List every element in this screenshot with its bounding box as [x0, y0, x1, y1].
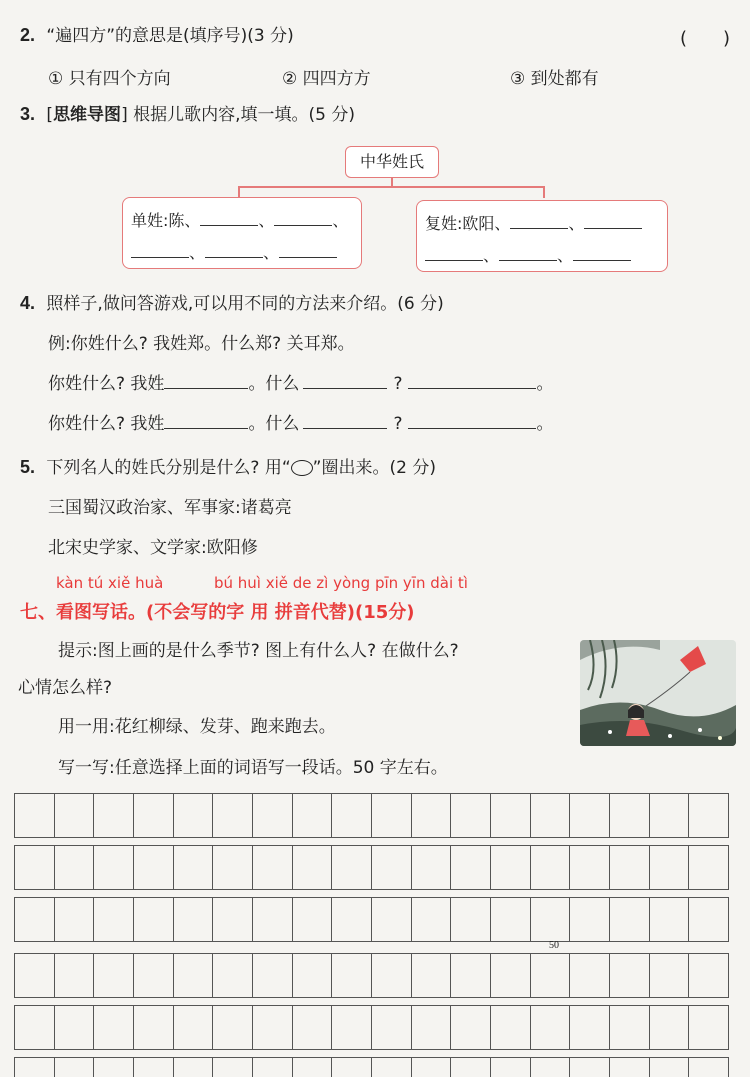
grid-cell[interactable]: [252, 1006, 292, 1049]
grid-cell[interactable]: [649, 954, 689, 997]
q4-prompt: 照样子,做问答游戏,可以用不同的方法来介绍。(6 分): [46, 294, 444, 314]
grid-cell[interactable]: [292, 846, 332, 889]
sep: 、: [568, 214, 585, 233]
grid-cell[interactable]: [252, 794, 292, 837]
mindmap-connector-right: [543, 186, 545, 198]
sep: 、: [258, 211, 275, 230]
grid-cell[interactable]: [649, 846, 689, 889]
grid-cell[interactable]: [569, 954, 609, 997]
grid-cell[interactable]: [14, 1006, 54, 1049]
grid-row-3[interactable]: [14, 897, 729, 942]
grid-cell[interactable]: [371, 1006, 411, 1049]
grid-cell[interactable]: [133, 954, 173, 997]
double-blank-4[interactable]: [499, 244, 557, 261]
mindmap-root: 中华姓氏: [345, 146, 439, 178]
grid-cell[interactable]: [133, 1006, 173, 1049]
writing-grid: [14, 793, 729, 1076]
grid-cell[interactable]: [331, 954, 371, 997]
grid-cell[interactable]: [609, 846, 649, 889]
spring-kite-illustration: [580, 640, 736, 746]
grid-cell[interactable]: [490, 846, 530, 889]
grid-cell[interactable]: [649, 794, 689, 837]
single-blank-5[interactable]: [279, 241, 337, 258]
grid-cell[interactable]: [411, 954, 451, 997]
section7-title: 七、看图写话。(不会写的字 用 拼音代替)(15分): [20, 602, 415, 623]
grid-cell[interactable]: [133, 794, 173, 837]
q3-line: [20, 103, 355, 126]
grid-cell[interactable]: [450, 846, 490, 889]
grid-cell[interactable]: [371, 1058, 411, 1077]
q3-tag: [思维导图]: [46, 105, 128, 125]
grid-cell[interactable]: [292, 794, 332, 837]
grid-count-marker: 50: [549, 940, 559, 951]
grid-cell[interactable]: [331, 1058, 371, 1077]
grid-cell[interactable]: [450, 1058, 490, 1077]
grid-cell[interactable]: [93, 1058, 133, 1077]
section7-hint-2: 心情怎么样?: [18, 678, 113, 698]
q4-example: 例:你姓什么? 我姓郑。什么郑? 关耳郑。: [48, 334, 355, 354]
sep: 、: [483, 246, 500, 265]
grid-cell[interactable]: [411, 846, 451, 889]
q2-number: 2.: [20, 25, 36, 45]
q4-row2-c: ?: [393, 414, 403, 434]
grid-cell[interactable]: [688, 1058, 729, 1077]
q5-line: [20, 456, 436, 479]
grid-cell[interactable]: [609, 954, 649, 997]
grid-cell[interactable]: [212, 1006, 252, 1049]
single-blank-4[interactable]: [205, 241, 263, 258]
grid-cell[interactable]: [331, 1006, 371, 1049]
grid-cell[interactable]: [212, 898, 252, 941]
grid-cell[interactable]: [133, 846, 173, 889]
grid-cell[interactable]: [530, 1058, 570, 1077]
grid-cell[interactable]: [292, 954, 332, 997]
illustration-art: [580, 640, 736, 746]
grid-cell[interactable]: [54, 954, 94, 997]
q4-row1-blank-1[interactable]: [164, 372, 248, 389]
grid-cell[interactable]: [609, 1058, 649, 1077]
q4-line: [20, 292, 444, 315]
section7-pinyin-b: bú huì xiě de zì yòng pīn yīn dài tì: [214, 574, 468, 592]
mindmap-single-surname: [122, 197, 362, 269]
grid-cell[interactable]: [54, 794, 94, 837]
q4-row1-b: 。什么: [248, 374, 300, 394]
section7-hint-1: 提示:图上画的是什么季节? 图上有什么人? 在做什么?: [58, 641, 459, 661]
grid-cell[interactable]: [133, 1058, 173, 1077]
grid-cell[interactable]: [490, 794, 530, 837]
grid-cell[interactable]: [14, 794, 54, 837]
grid-cell[interactable]: [212, 954, 252, 997]
q5-item-1[interactable]: 三国蜀汉政治家、军事家:诸葛亮: [48, 498, 292, 518]
q4-row1-a: 你姓什么? 我姓: [48, 374, 165, 394]
double-blank-1[interactable]: [510, 212, 568, 229]
grid-cell[interactable]: [490, 898, 530, 941]
q5-prompt-b: ”圈出来。(2 分): [312, 458, 436, 478]
grid-cell[interactable]: [292, 1006, 332, 1049]
grid-cell[interactable]: [371, 954, 411, 997]
grid-row-5[interactable]: [14, 1005, 729, 1050]
grid-cell[interactable]: [212, 794, 252, 837]
q3-tag-text: 思维导图: [53, 105, 122, 125]
grid-cell[interactable]: [530, 954, 570, 997]
grid-cell[interactable]: [530, 794, 570, 837]
grid-cell[interactable]: [252, 1058, 292, 1077]
grid-cell[interactable]: [252, 846, 292, 889]
grid-cell[interactable]: [173, 794, 213, 837]
grid-cell[interactable]: [530, 846, 570, 889]
q2-answer-paren[interactable]: ( ): [680, 28, 731, 49]
grid-cell[interactable]: [331, 898, 371, 941]
grid-cell[interactable]: [292, 1058, 332, 1077]
grid-cell[interactable]: [14, 846, 54, 889]
mindmap-double-surname: [416, 200, 668, 272]
grid-cell[interactable]: [371, 846, 411, 889]
mindmap-connector-h: [238, 186, 544, 188]
q4-row1-end: 。: [536, 374, 554, 394]
single-surname-label: 单姓:陈、: [131, 211, 201, 230]
grid-cell[interactable]: [609, 898, 649, 941]
grid-cell[interactable]: [490, 1058, 530, 1077]
grid-cell[interactable]: [450, 954, 490, 997]
grid-cell[interactable]: [609, 1006, 649, 1049]
grid-cell[interactable]: [688, 794, 729, 837]
q2-option-1: ① 只有四个方向: [48, 69, 171, 89]
grid-cell[interactable]: [54, 1006, 94, 1049]
q3-number: 3.: [20, 104, 36, 124]
section7-write-instruction: 写一写:任意选择上面的词语写一段话。50 字左右。: [58, 758, 448, 778]
grid-cell[interactable]: [569, 1058, 609, 1077]
grid-cell[interactable]: [411, 1006, 451, 1049]
q5-number: 5.: [20, 457, 36, 477]
q2-option-3: ③ 到处都有: [510, 69, 599, 89]
q4-row2-blank-3[interactable]: [408, 412, 536, 429]
grid-cell[interactable]: [252, 954, 292, 997]
grid-cell[interactable]: [530, 1006, 570, 1049]
grid-cell[interactable]: [93, 846, 133, 889]
grid-cell[interactable]: [173, 846, 213, 889]
q5-item-2[interactable]: 北宋史学家、文学家:欧阳修: [48, 538, 258, 558]
double-blank-5[interactable]: [573, 244, 631, 261]
grid-cell[interactable]: [14, 898, 54, 941]
grid-cell[interactable]: [688, 898, 729, 941]
sep: 、: [189, 243, 206, 262]
grid-cell[interactable]: [292, 898, 332, 941]
grid-row-2[interactable]: [14, 845, 729, 890]
grid-cell[interactable]: [569, 1006, 609, 1049]
q4-row2-blank-2[interactable]: [303, 412, 387, 429]
grid-cell[interactable]: [93, 898, 133, 941]
q4-row2-end: 。: [536, 414, 554, 434]
grid-row-1[interactable]: [14, 793, 729, 838]
grid-row-4[interactable]: [14, 953, 729, 998]
grid-cell[interactable]: [173, 1058, 213, 1077]
grid-cell[interactable]: [649, 898, 689, 941]
single-blank-3[interactable]: [131, 241, 189, 258]
q4-row1-c: ?: [393, 374, 403, 394]
q4-answer-row-2: [48, 412, 553, 435]
grid-cell[interactable]: [331, 794, 371, 837]
q4-row1-blank-2[interactable]: [303, 372, 387, 389]
grid-cell[interactable]: [212, 846, 252, 889]
grid-cell[interactable]: [649, 1006, 689, 1049]
q4-row2-b: 。什么: [248, 414, 300, 434]
grid-cell[interactable]: [93, 1006, 133, 1049]
grid-cell[interactable]: [411, 1058, 451, 1077]
grid-cell[interactable]: [530, 898, 570, 941]
double-blank-3[interactable]: [425, 244, 483, 261]
section7-pinyin-a: kàn tú xiě huà: [56, 574, 164, 592]
q4-row2-blank-1[interactable]: [164, 412, 248, 429]
grid-cell[interactable]: [609, 794, 649, 837]
grid-cell[interactable]: [450, 1006, 490, 1049]
grid-cell[interactable]: [252, 898, 292, 941]
q4-row1-blank-3[interactable]: [408, 372, 536, 389]
grid-cell[interactable]: [173, 1006, 213, 1049]
grid-cell[interactable]: [411, 898, 451, 941]
q4-answer-row-1: [48, 372, 553, 395]
q4-row2-a: 你姓什么? 我姓: [48, 414, 165, 434]
q5-prompt-a: 下列名人的姓氏分别是什么? 用“: [46, 458, 291, 478]
section7-use-words: 用一用:花红柳绿、发芽、跑来跑去。: [58, 717, 336, 737]
grid-cell[interactable]: [212, 1058, 252, 1077]
grid-cell[interactable]: [490, 954, 530, 997]
grid-row-6[interactable]: [14, 1057, 729, 1077]
grid-cell[interactable]: [450, 898, 490, 941]
grid-cell[interactable]: [93, 954, 133, 997]
circle-symbol-icon: [291, 460, 313, 476]
q3-prompt: 根据儿歌内容,填一填。(5 分): [133, 105, 355, 125]
grid-cell[interactable]: [688, 1006, 729, 1049]
grid-cell[interactable]: [411, 794, 451, 837]
single-blank-1[interactable]: [200, 209, 258, 226]
double-blank-2[interactable]: [584, 212, 642, 229]
grid-cell[interactable]: [569, 846, 609, 889]
grid-cell[interactable]: [569, 794, 609, 837]
grid-cell[interactable]: [688, 846, 729, 889]
grid-cell[interactable]: [54, 898, 94, 941]
grid-cell[interactable]: [14, 1058, 54, 1077]
grid-cell[interactable]: [371, 898, 411, 941]
grid-cell[interactable]: [54, 846, 94, 889]
grid-cell[interactable]: [14, 954, 54, 997]
q2-line: [20, 24, 294, 47]
grid-cell[interactable]: [173, 954, 213, 997]
grid-cell[interactable]: [371, 794, 411, 837]
sep: 、: [332, 211, 349, 230]
single-blank-2[interactable]: [274, 209, 332, 226]
q4-number: 4.: [20, 293, 36, 313]
grid-cell[interactable]: [173, 898, 213, 941]
grid-cell[interactable]: [649, 1058, 689, 1077]
double-surname-label: 复姓:欧阳、: [425, 214, 511, 233]
grid-cell[interactable]: [331, 846, 371, 889]
grid-cell[interactable]: [93, 794, 133, 837]
grid-cell[interactable]: [450, 794, 490, 837]
sep: 、: [263, 243, 280, 262]
grid-cell[interactable]: [569, 898, 609, 941]
grid-cell[interactable]: [54, 1058, 94, 1077]
grid-cell[interactable]: [688, 954, 729, 997]
grid-cell[interactable]: [490, 1006, 530, 1049]
sep: 、: [557, 246, 574, 265]
q2-prompt: “遍四方”的意思是(填序号)(3 分): [46, 26, 294, 46]
q2-option-2: ② 四四方方: [282, 69, 371, 89]
grid-cell[interactable]: [133, 898, 173, 941]
